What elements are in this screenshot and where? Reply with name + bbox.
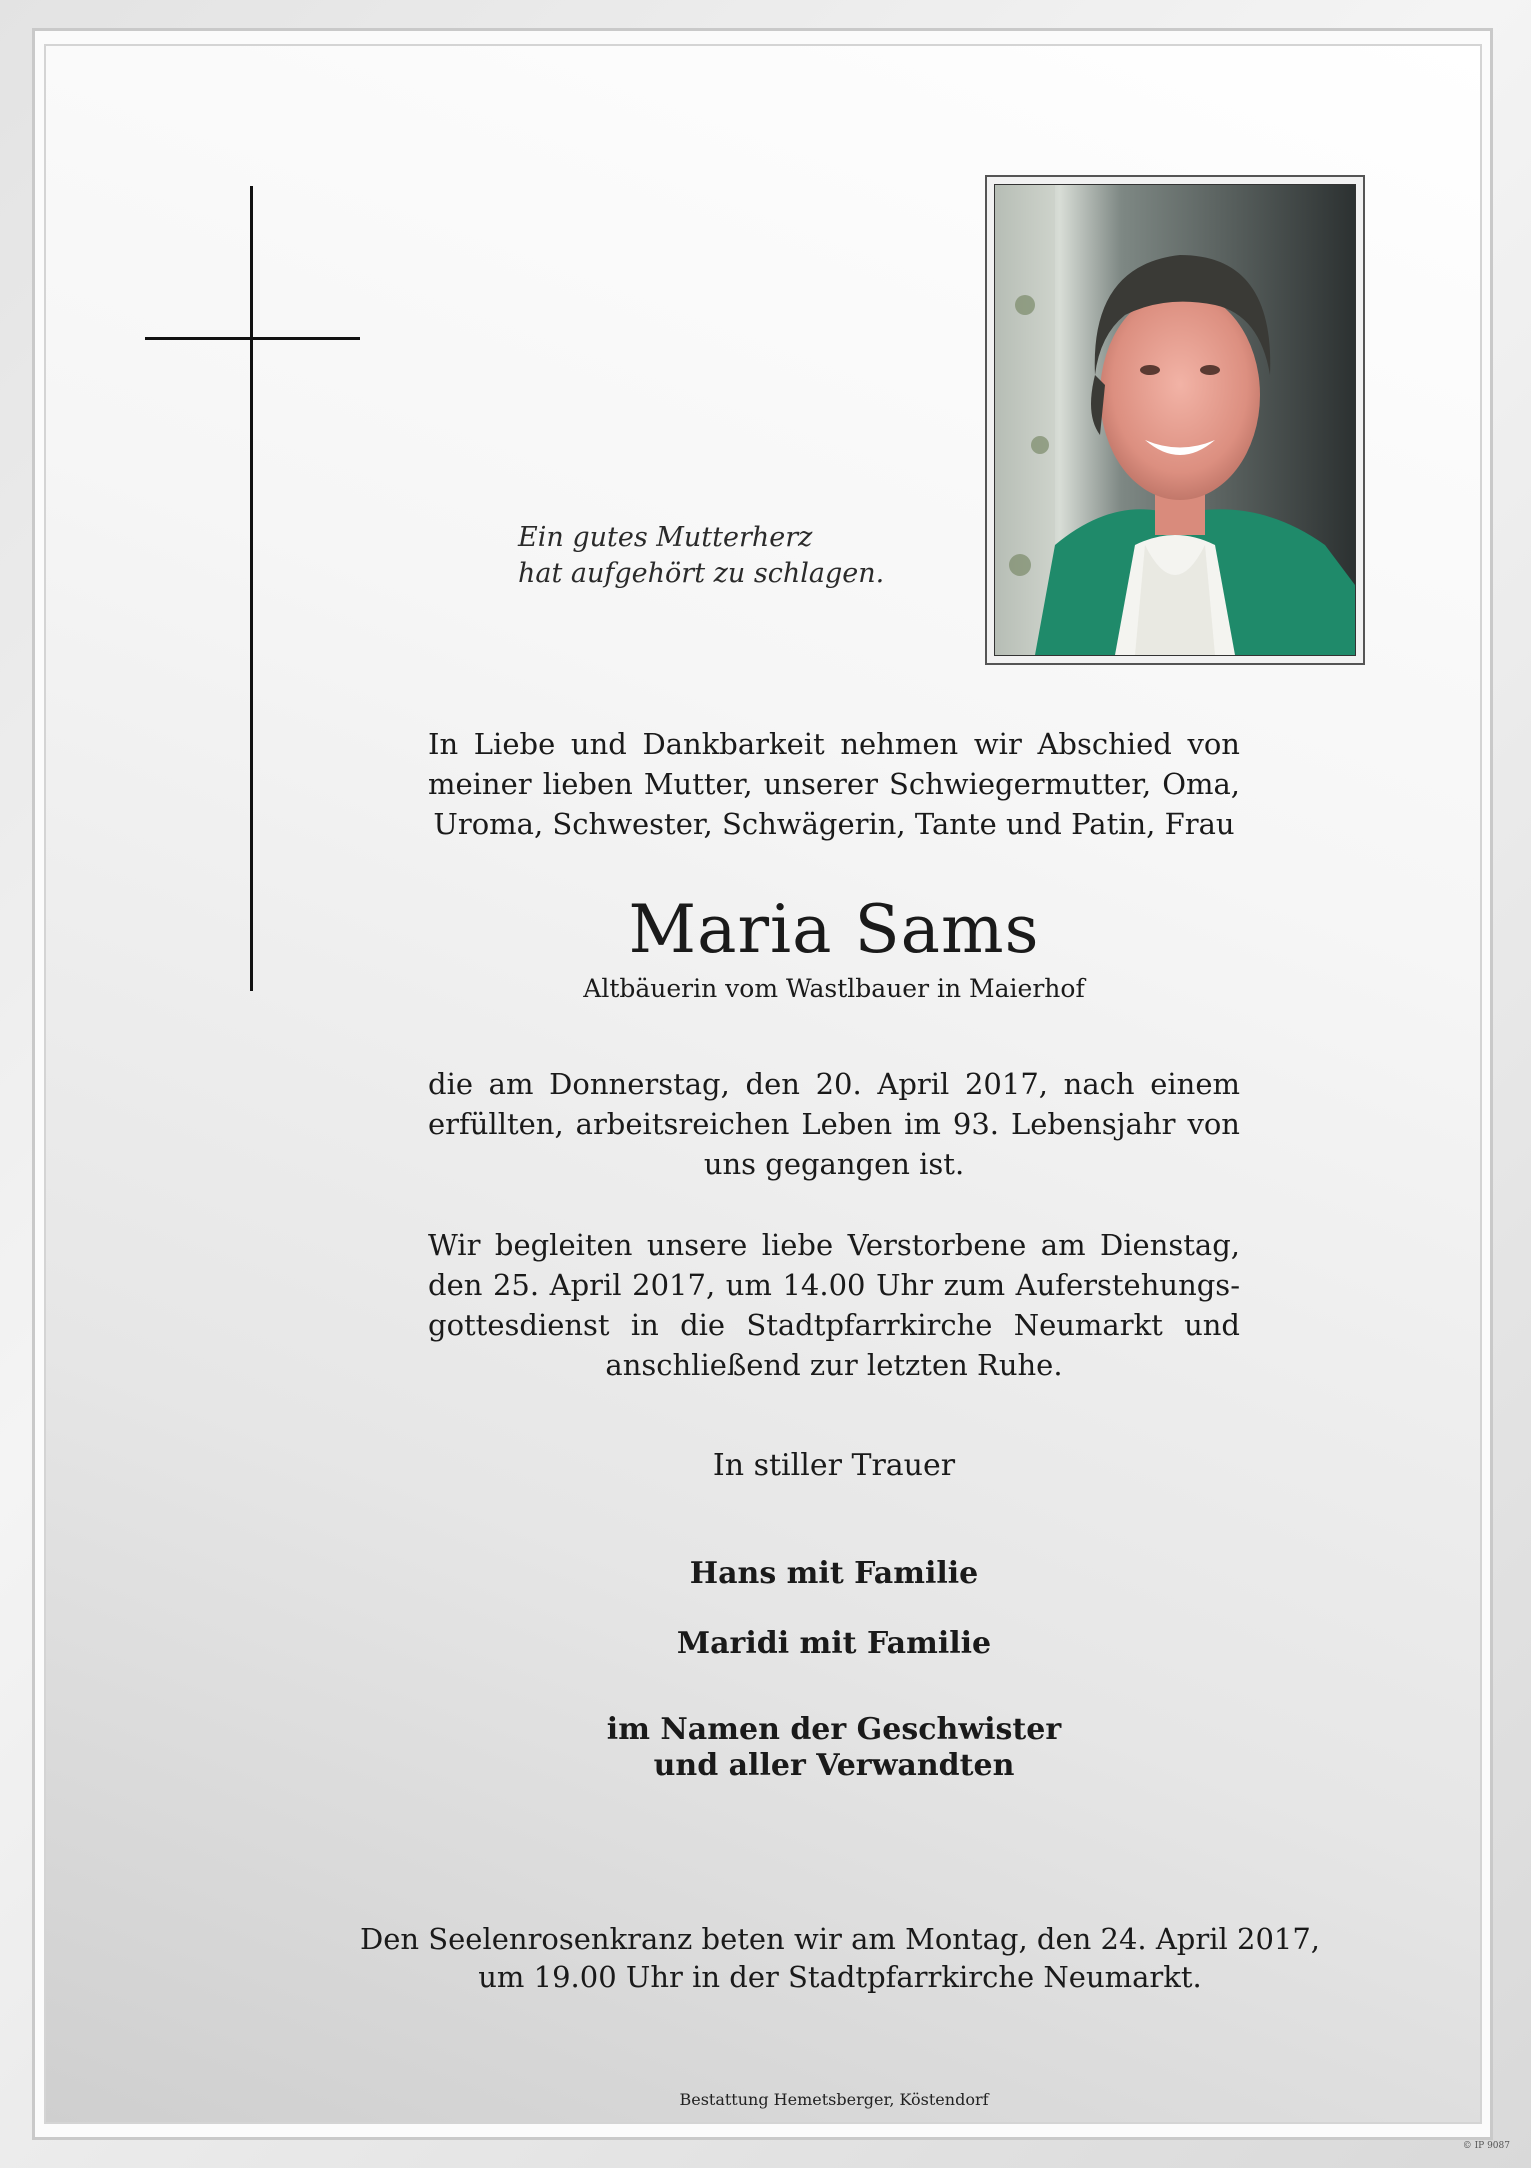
intro-paragraph: In Liebe und Dankbarkeit nehmen wir Abschied von meiner lieben Mutter, unserer Schwiegermutter, Oma, Uroma, Schwester, Schwägerin, Tante und Patin, Frau xyxy=(428,727,1240,841)
portrait-illustration xyxy=(995,185,1355,655)
deceased-subtitle: Altbäuerin vom Wastlbauer in Maierhof xyxy=(583,974,1085,1003)
family-relatives-line-1: im Namen der Geschwister xyxy=(606,1712,1062,1747)
rosary-line-2: um 19.00 Uhr in der Stadtpfarrkirche Neumarkt. xyxy=(478,1960,1202,1994)
funeral-paragraph: Wir begleiten unsere liebe Verstorbene am Dienstag, den 25. April 2017, um 14.00 Uhr zum Auferstehungs-gottesdienst in die Stadtpfarrkirche Neumarkt und anschließend zur letzten Ruhe. xyxy=(428,1228,1240,1382)
motto-line-1: Ein gutes Mutterherz xyxy=(518,522,813,553)
cross-icon-vertical-bar xyxy=(250,186,253,991)
motto-quote xyxy=(518,520,938,592)
cross-icon-horizontal-bar xyxy=(145,337,360,340)
death-paragraph: die am Donnerstag, den 20. April 2017, nach einem erfüllten, arbeitsreichen Leben im 93. Lebensjahr von uns gegangen ist. xyxy=(428,1067,1240,1181)
rosary-line-1: Den Seelenrosenkranz beten wir am Montag, den 24. April 2017, xyxy=(359,1922,1321,1956)
family-line-hans: Hans mit Familie xyxy=(689,1556,979,1591)
motto-line-2: hat aufgehört zu schlagen. xyxy=(518,558,885,589)
family-line-relatives xyxy=(428,1712,1240,1784)
deceased-name: Maria Sams xyxy=(628,891,1040,968)
portrait-photo xyxy=(994,184,1356,656)
undertaker-credit: Bestattung Hemetsberger, Köstendorf xyxy=(679,2090,989,2109)
family-line-maridi: Maridi mit Familie xyxy=(676,1626,992,1661)
rosary-notice xyxy=(300,1920,1380,1996)
portrait-photo-frame xyxy=(985,175,1365,665)
imprint-code: © IP 9087 xyxy=(1462,2141,1510,2151)
family-relatives-line-2: und aller Verwandten xyxy=(653,1748,1015,1783)
mourning-line: In stiller Trauer xyxy=(712,1448,956,1483)
